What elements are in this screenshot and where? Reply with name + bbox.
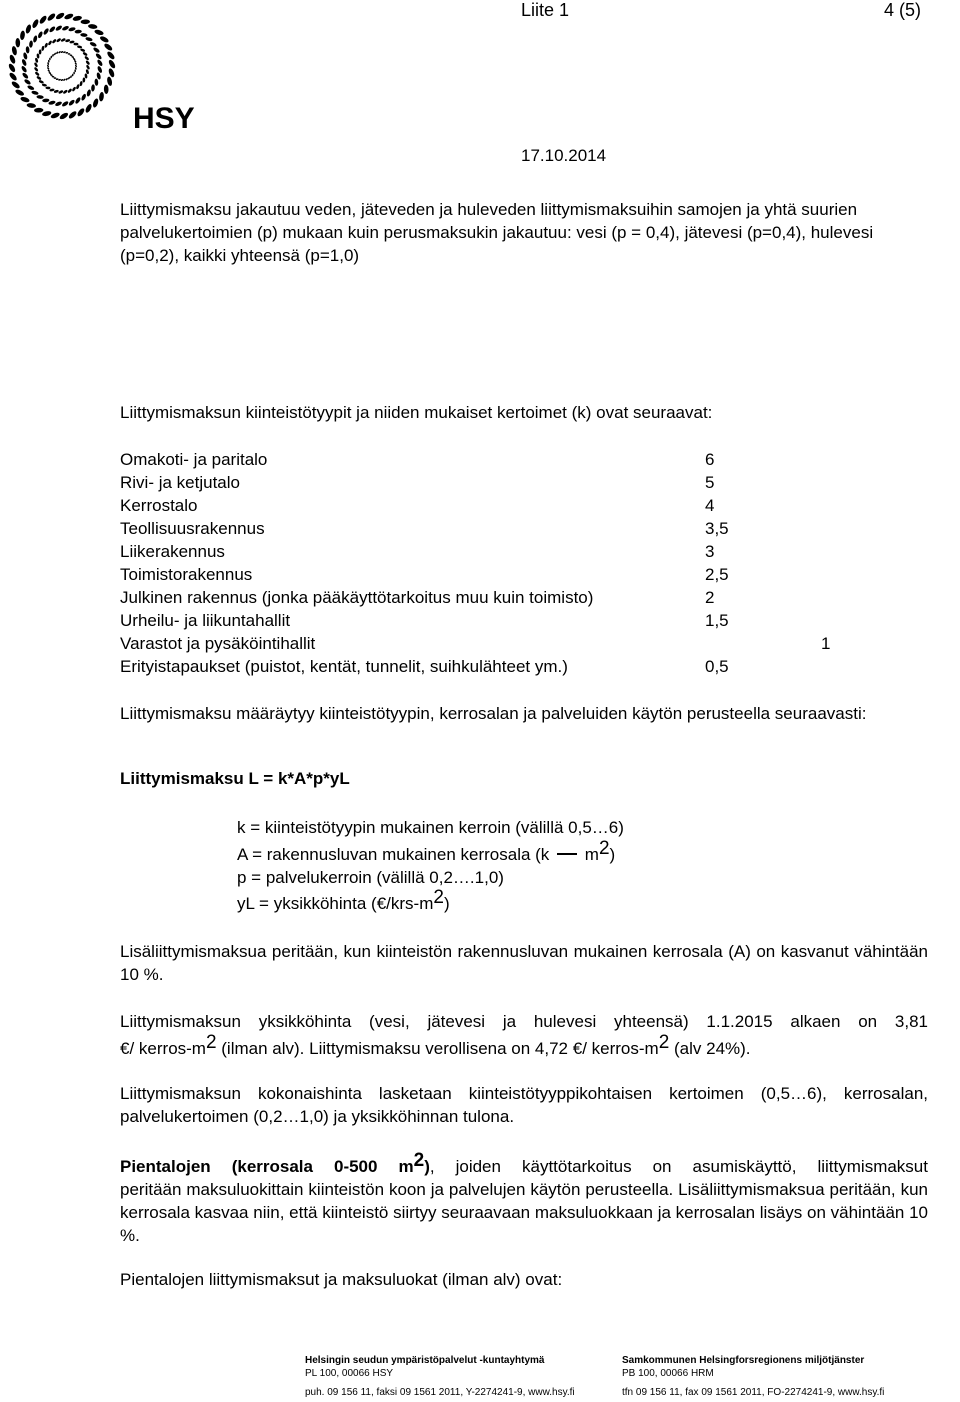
- document-date: 17.10.2014: [521, 146, 607, 165]
- logo-ray: [37, 31, 43, 39]
- logo-ray: [75, 64, 78, 67]
- logo-ray: [48, 25, 56, 33]
- logo-ray: [11, 80, 21, 89]
- logo-ray: [77, 45, 82, 49]
- unit-price-paragraph: [120, 1010, 928, 1060]
- logo-ray: [39, 49, 42, 54]
- logo-ray: [76, 84, 80, 90]
- logo-ray: [92, 98, 99, 108]
- type-label: Erityistapaukset (puistot, kentät, tunnelit, suihkulähteet ym.): [120, 657, 568, 676]
- logo-ray: [68, 53, 71, 55]
- logo-ray: [60, 51, 63, 54]
- footer-sv-name: Samkommunen Helsingforsregionens miljötjänster: [622, 1355, 865, 1366]
- type-label: Rivi- ja ketjutalo: [120, 473, 240, 492]
- type-value: 1: [821, 634, 831, 653]
- logo-ray: [15, 38, 20, 48]
- logo-ray: [72, 73, 74, 76]
- formula-title: Liittymismaksu L = k*A*p*yL: [120, 769, 350, 788]
- type-label: Julkinen rakennus (jonka pääkäyttötarkoitus muu kuin toimisto): [120, 588, 594, 607]
- type-value: 5: [705, 473, 715, 492]
- logo-ray: [31, 18, 39, 28]
- logo-ray: [50, 55, 52, 58]
- footer-fi-address: PL 100, 00066 HSY: [305, 1368, 394, 1379]
- footer-fi-contact: puh. 09 156 11, faksi 09 1561 2011, Y-2274241-9, www.hsy.fi: [305, 1387, 575, 1398]
- logo-ray: [9, 54, 17, 64]
- type-label: Urheilu- ja liikuntahallit: [120, 611, 291, 630]
- euro-icon: €: [120, 1039, 130, 1058]
- footer-sv-address: PB 100, 00066 HRM: [622, 1368, 714, 1379]
- logo-ray: [60, 38, 66, 43]
- logo-ray: [54, 52, 57, 55]
- logo-ray: [69, 40, 74, 43]
- logo-ray: [14, 88, 24, 96]
- small-houses-paragraph: [120, 1150, 928, 1247]
- definition-yl: yL = yksikköhinta $(€/krs-m^2)$: [237, 887, 450, 913]
- logo-ray: [46, 12, 56, 22]
- logo-ray: [42, 110, 52, 116]
- logo-ray: [63, 78, 66, 81]
- euro-icon: €: [572, 1039, 583, 1058]
- logo-ray: [34, 62, 39, 68]
- type-value: 6: [705, 450, 715, 469]
- logo-ray: [21, 65, 28, 73]
- logo-ray: [71, 56, 74, 58]
- logo-ray: [52, 38, 57, 43]
- additional-fee-paragraph: Lisäliittymismaksua peritään, kun kiinteistön rakennusluvan mukainen kerrosala (A) on kasvanut vähintään 10 %.: [120, 942, 928, 984]
- logo-ray: [76, 107, 85, 117]
- logo-ray: [58, 90, 64, 95]
- logo-ray: [81, 93, 87, 101]
- logo-ray: [84, 56, 89, 61]
- type-label: Varastot ja pysäköintihallit: [120, 634, 316, 653]
- logo-ray: [21, 58, 27, 66]
- logo-ray: [97, 65, 103, 73]
- logo-ray: [74, 30, 81, 34]
- logo-ray: [48, 100, 56, 105]
- logo-ray: [8, 72, 18, 82]
- unit-price-line2: €/ kerros-$m^2$ (ilman alv). Liittymismaksu verollisena on 4,72 €/ kerros-$m^2$ (alv 24%).: [120, 1032, 751, 1058]
- logo-ray: [85, 37, 93, 42]
- euro-icon: €: [376, 894, 387, 913]
- logo-ray: [11, 46, 17, 56]
- definition-a: A = rakennusluvan mukainen kerrosala (k $m^2$): [237, 838, 616, 864]
- unit-price-line1: Liittymismaksun yksikköhinta (vesi, jätevesi ja hulevesi yhteensä) 1.1.2015 alkaen on 3,81: [120, 1012, 928, 1031]
- dash-line: [557, 853, 577, 855]
- logo-ray: [36, 95, 43, 99]
- small-houses-line1: Pientalojen (kerrosala 0-500 $m^2$), joiden käyttötarkoitus on asumiskäyttö, liittymismaksut: [120, 1150, 928, 1176]
- logo-ray: [72, 58, 75, 61]
- logo-ray: [64, 13, 74, 21]
- logo-ray: [79, 81, 83, 86]
- type-value: 3: [705, 542, 715, 561]
- logo-ray: [26, 103, 36, 109]
- logo-ray: [55, 25, 63, 32]
- logo-ray: [86, 64, 91, 70]
- logo-ray: [42, 83, 47, 87]
- logo-ray: [61, 25, 69, 31]
- logo-ray: [38, 80, 44, 84]
- logo-ray: [59, 112, 69, 121]
- attachment-label: Liite 1: [521, 0, 570, 20]
- small-houses-heading: Pientalojen liittymismaksut ja maksuluokat (ilman alv) ovat:: [120, 1270, 563, 1289]
- logo-ray: [94, 78, 98, 85]
- logo-ray: [50, 112, 60, 120]
- logo-ray: [95, 52, 103, 60]
- logo-ray: [20, 30, 26, 40]
- logo-ray: [84, 73, 87, 78]
- logo-ray: [89, 41, 97, 47]
- type-label: Omakoti- ja paritalo: [120, 450, 268, 469]
- logo-ray: [26, 46, 30, 53]
- logo-ray: [34, 108, 44, 113]
- logo-ray: [41, 46, 45, 51]
- logo-ray: [80, 33, 87, 37]
- type-value: 1,5: [705, 611, 729, 630]
- logo-ray: [67, 88, 72, 93]
- logo-ray: [50, 74, 53, 76]
- logo-ray: [94, 29, 104, 36]
- small-houses-rest: peritään maksuluokittain kiinteistön koon ja palvelujen käytön perusteella. Lisäliittymismaksua peritään, kun kerrosala kasvaa niin, että kiinteistö siirtyy seuraavaan maksuluokkaan ja kerrosalan lisäys on vähintään 10 %.: [120, 1180, 928, 1245]
- logo-ray: [82, 77, 85, 82]
- logo-ray: [60, 79, 63, 82]
- logo-ray: [51, 76, 54, 78]
- logo-ray: [45, 86, 50, 89]
- type-value: 2: [705, 588, 715, 607]
- logo-ray: [34, 71, 39, 76]
- logo-ray: [49, 88, 54, 91]
- logo-ray: [81, 19, 91, 24]
- logo-ray: [25, 24, 32, 34]
- logo-ray: [54, 101, 62, 107]
- logo-ray: [36, 53, 39, 58]
- logo-ray: [91, 84, 95, 91]
- type-value: 4: [705, 496, 715, 515]
- logo-ray: [74, 60, 77, 63]
- logo-ray: [49, 58, 51, 61]
- logo-ray: [88, 24, 98, 30]
- logo-ray: [56, 51, 59, 54]
- logo-ray: [99, 35, 109, 43]
- logo-ray: [104, 85, 109, 95]
- logo-ray: [74, 97, 81, 105]
- logo-ray: [24, 78, 32, 85]
- logo-ray: [68, 99, 76, 107]
- logo-ray: [74, 62, 77, 65]
- logo-ray: [108, 59, 117, 69]
- logo-ray: [33, 35, 38, 43]
- logo-ray: [42, 98, 49, 102]
- hsy-logo-text: HSY: [133, 102, 195, 135]
- logo-ray: [65, 78, 68, 81]
- logo-ray: [69, 54, 72, 56]
- total-price-paragraph: Liittymismaksun kokonaishinta lasketaan kiinteistötyyppikohtaisen kertoimen (0,5…6), kerrosalan, palvelukertoimen (0,2…1,0) ja yksikköhinnan tulona.: [120, 1084, 928, 1126]
- logo-ray: [68, 110, 78, 120]
- logo-ray: [99, 92, 105, 102]
- logo-ray: [72, 15, 82, 21]
- hsy-logo-mark: [0, 0, 200, 135]
- logo-ray: [20, 96, 30, 103]
- logo-ray: [68, 27, 76, 32]
- logo-ray: [106, 50, 116, 60]
- logo-ray: [82, 52, 88, 57]
- logo-ray: [73, 72, 75, 75]
- logo-ray: [70, 75, 72, 78]
- logo-ray: [54, 77, 57, 79]
- logo-ray: [72, 86, 77, 92]
- logo-ray: [96, 59, 103, 67]
- logo-ray: [47, 67, 50, 70]
- footer-fi-name: Helsingin seudun ympäristöpalvelut -kuntayhtymä: [305, 1355, 545, 1366]
- logo-ray: [61, 100, 69, 107]
- definition-k: k = kiinteistötyypin mukainen kerroin (välillä 0,5…6): [237, 818, 624, 837]
- logo-ray: [85, 60, 90, 66]
- logo-ray: [34, 67, 39, 73]
- logo-ray: [44, 42, 48, 48]
- logo-ray: [29, 40, 33, 47]
- logo-ray: [47, 69, 50, 72]
- logo-ray: [8, 63, 17, 73]
- logo-ray: [86, 89, 91, 97]
- logo-ray: [36, 76, 42, 81]
- logo-ray: [48, 72, 51, 75]
- intro-paragraph: Liittymismaksu jakautuu veden, jäteveden ja huleveden liittymismaksuihin samojen ja yhtä suurien palvelukertoimien (p) mukaan kuin perusmaksukin jakautuu: vesi (p = 0,4), jätevesi (p=0,4), hulevesi (p=0,2), kaikki yhteensä (p=1,0): [120, 200, 874, 265]
- logo-ray: [23, 52, 28, 60]
- logo-ray: [52, 54, 54, 57]
- logo-ray: [106, 76, 112, 86]
- type-label: Teollisuusrakennus: [120, 519, 265, 538]
- type-label: Liikerakennus: [120, 542, 225, 561]
- type-label: Toimistorakennus: [120, 565, 253, 584]
- logo-ray: [80, 48, 86, 52]
- logo-ray: [84, 103, 92, 113]
- logo-ray: [47, 64, 50, 67]
- logo-ray: [21, 72, 29, 80]
- logo-ray: [73, 43, 78, 46]
- logo-ray: [38, 15, 47, 25]
- type-value: 3,5: [705, 519, 729, 538]
- footer-sv-contact: tfn 09 156 11, fax 09 1561 2011, FO-2274241-9, www.hsy.fi: [622, 1387, 885, 1398]
- logo-ray: [43, 28, 50, 36]
- logo-ray: [56, 38, 62, 43]
- logo-ray: [108, 68, 116, 78]
- type-label: Kerrostalo: [120, 496, 198, 515]
- logo-ray: [103, 42, 113, 51]
- logo-ray: [93, 47, 101, 54]
- logo-ray: [96, 72, 101, 80]
- type-value: 2,5: [705, 565, 729, 584]
- logo-ray: [58, 51, 61, 54]
- definition-p: p = palvelukerroin (välillä 0,2….1,0): [237, 868, 504, 887]
- logo-ray: [68, 76, 71, 79]
- type-value: 0,5: [705, 657, 729, 676]
- types-heading: Liittymismaksun kiinteistötyypit ja niiden mukaiset kertoimet (k) ovat seuraavat:: [120, 403, 713, 422]
- logo-ray: [31, 90, 39, 95]
- logo-ray: [27, 85, 35, 91]
- logo-ray: [48, 40, 53, 46]
- page-number: 4 (5): [884, 0, 922, 20]
- logo-ray: [55, 12, 65, 21]
- hsy-logo: [0, 0, 200, 135]
- logo-ray: [63, 89, 69, 94]
- determination-paragraph: Liittymismaksu määräytyy kiinteistötyypin, kerrosalan ja palveluiden käytön perusteella seuraavasti:: [120, 704, 867, 723]
